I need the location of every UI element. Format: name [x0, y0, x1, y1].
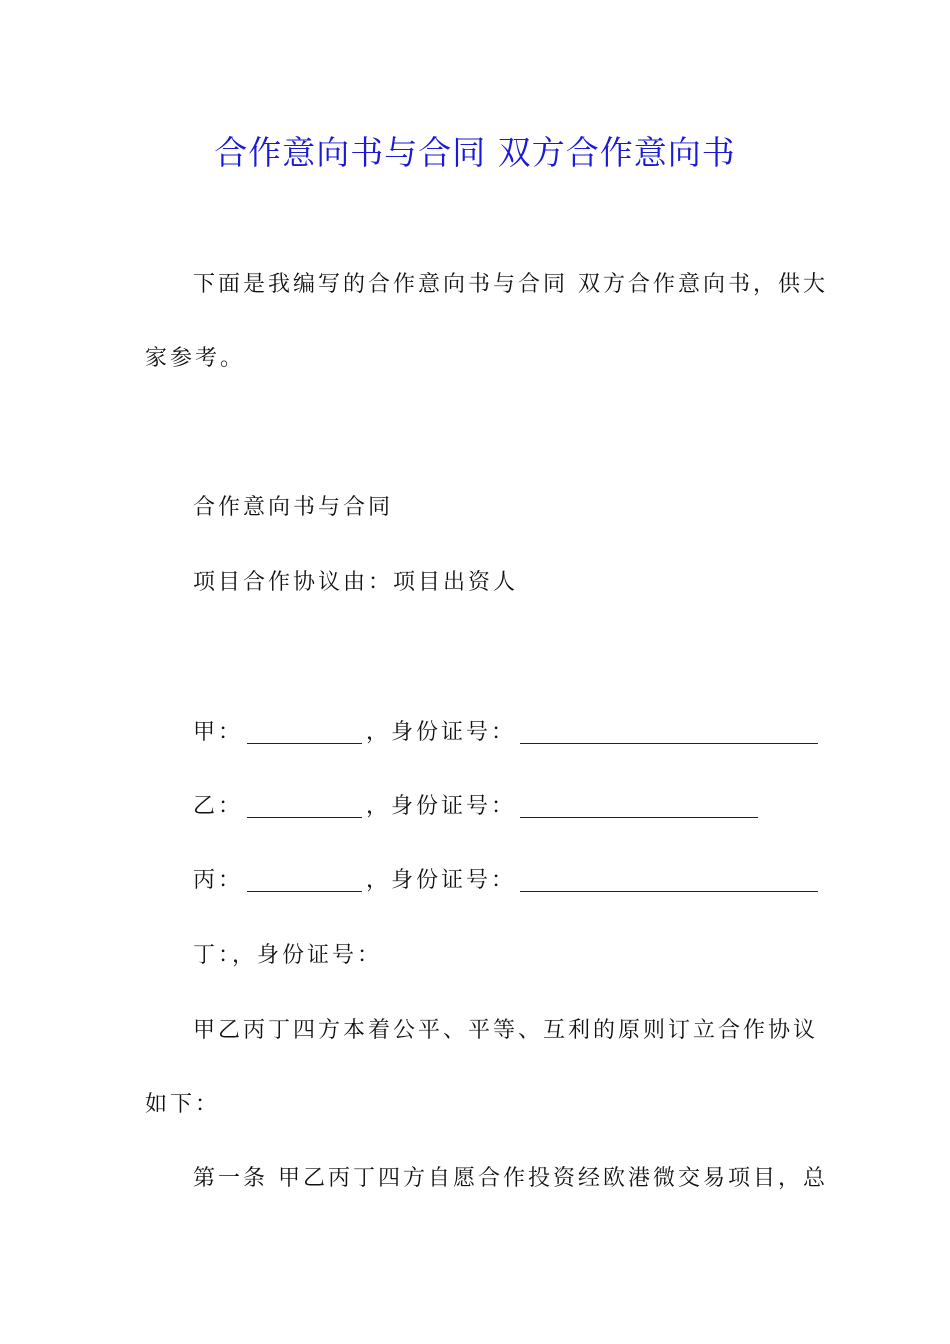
party-jia-name-blank — [247, 725, 362, 744]
party-bing-label: 丙： — [193, 868, 244, 893]
party-yi-label: 乙： — [193, 794, 244, 819]
party-yi-row — [193, 792, 762, 822]
party-yi-id-label: ，身份证号： — [366, 794, 517, 819]
intro-line-1: 下面是我编写的合作意向书与合同 双方合作意向书，供大 — [193, 272, 828, 297]
intro-line-2: 家参考。 — [145, 346, 246, 371]
party-yi-name-blank — [247, 799, 362, 818]
party-jia-row — [193, 718, 822, 748]
party-jia-id-label: ，身份证号： — [366, 720, 517, 745]
article-1-line-1: 第一条 甲乙丙丁四方自愿合作投资经欧港微交易项目，总 — [193, 1166, 828, 1191]
principle-line-1: 甲乙丙丁四方本着公平、平等、互利的原则订立合作协议 — [193, 1018, 819, 1043]
document-title: 合作意向书与合同 双方合作意向书 — [214, 133, 736, 172]
party-jia-id-blank — [520, 725, 818, 744]
section-heading: 合作意向书与合同 — [193, 495, 394, 520]
party-bing-row — [193, 866, 822, 896]
party-jia-label: 甲： — [193, 720, 244, 745]
party-bing-id-blank — [520, 873, 818, 892]
party-bing-id-label: ，身份证号： — [366, 868, 517, 893]
party-bing-name-blank — [247, 873, 362, 892]
party-ding-line: 丁：，身份证号： — [193, 943, 383, 968]
principle-line-2: 如下： — [145, 1092, 221, 1117]
party-yi-id-blank — [520, 799, 758, 818]
agreement-by-line: 项目合作协议由：项目出资人 — [193, 570, 519, 595]
